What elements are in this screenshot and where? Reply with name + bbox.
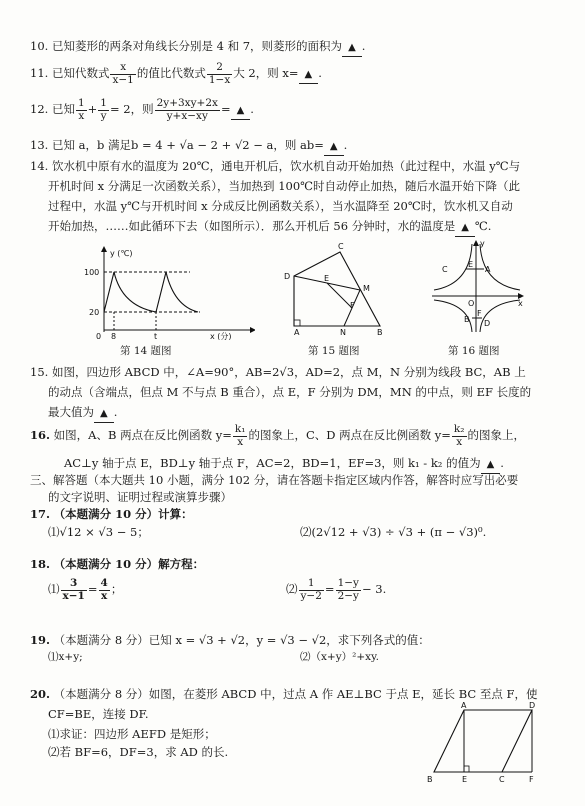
section-text: 的文字说明、证明过程或演算步骤） [48,490,232,504]
question-17 [30,506,573,523]
question-text: CF=BE，连接 DF. [48,707,149,721]
numerator: 3 [61,578,87,591]
question-number: 15. [30,365,49,379]
answer-blank: ▲ [100,408,108,419]
right-angle-mark [464,766,469,772]
label-f: F [477,309,482,318]
label-b: B [464,315,470,324]
question-text: AC⊥y 轴于点 E，BD⊥y 轴于点 F，AC=2，BD=1，EF=3，则 k₁ - k₂ 的值为 [64,456,481,470]
fraction [452,424,467,448]
question-19 [30,632,573,649]
tick-20: 20 [89,308,100,317]
figure-20-rhombus [420,700,550,786]
question-number: 16. [30,428,51,443]
question-19-part-2 [300,650,573,665]
label-o: O [468,299,475,308]
numerator: k₂ [453,423,465,435]
y-axis-arrow [473,240,479,246]
question-text: = [220,102,231,117]
y-axis-arrow [101,246,107,252]
label-n: N [340,328,346,337]
question-text: （本题满分 8 分）如图，在菱形 ABCD 中，过点 A 作 AE⊥BC 于点 E，延长 BC 至点 F，使 [53,687,538,701]
question-text: 的图象上， [467,428,525,443]
part-text: ⑴求证：四边形 AEFD 是矩形； [48,727,216,741]
right-angle-mark [294,320,300,326]
question-12 [30,98,573,122]
question-text: 已知 [51,102,75,117]
question-text: − 3. [361,582,387,597]
label-a: A [485,265,491,274]
numerator: 1−y [337,577,359,589]
fraction [233,424,248,448]
punct: . [343,138,348,152]
denominator: y [100,109,107,122]
question-text: 的动点（含端点，但点 M 不与点 B 重合），点 E，F 分别为 DM，MN 的中点，则 EF 长度的 [48,385,532,399]
operator: = [324,582,335,597]
question-number: 19. [30,633,51,647]
section-3-heading-line [48,489,573,506]
question-number: 11. [30,66,49,81]
denominator: y+x−xy [166,109,208,122]
denominator: x [101,589,108,602]
label-a: A [294,328,300,337]
label-y: y [480,239,485,248]
tick-t: t [154,332,158,340]
question-14-line [48,198,573,215]
rhombus-abcd [434,710,532,772]
denominator: x [456,435,463,448]
question-15 [30,364,573,381]
answer-blank: ▲ [329,141,338,152]
figure-14-caption: 第 14 题图 [120,345,172,357]
label-b: B [427,775,433,784]
section-3-heading [30,472,573,489]
question-text: 的图象上，C、D 两点在反比例函数 y= [248,428,451,443]
question-text: = 2，则 [109,102,154,117]
fraction [99,578,110,602]
denominator: x−1 [62,589,85,602]
question-number: 14. [30,159,49,173]
denominator: y−2 [300,589,322,602]
label-f: F [529,775,534,784]
numerator: 1 [299,578,324,591]
curve-k2-q2 [434,244,472,290]
question-13 [30,137,573,156]
question-14 [30,158,573,175]
question-text: 已知代数式 [51,66,110,81]
fraction [155,98,220,122]
tick-100: 100 [84,268,100,277]
label-e: E [468,260,474,269]
denominator: 1−x [208,73,231,86]
punct: . [250,102,254,117]
section-text: 三、解答题（本大题共 10 小题，满分 102 分，请在答题卡指定区域内作答，解答时应写出必要 [30,473,519,487]
operator: = [87,582,98,597]
question-15-line [48,404,573,423]
tick-8: 8 [111,332,117,340]
question-16 [30,424,573,448]
part-text: ⑵（x+y）²+xy. [300,651,379,663]
label-d: D [284,272,291,281]
question-number: 17. [30,507,51,521]
label-f: F [350,301,355,310]
part-text: ⑴√12 × √3 − 5； [48,525,149,539]
question-text: 大 2，则 x= [233,66,299,81]
question-10 [30,38,573,57]
figure-16-hyperbolas [428,236,528,336]
question-14-line [48,218,573,237]
y-axis-label: y (℃) [110,249,133,258]
fraction [98,98,109,122]
operator: + [87,102,98,117]
fraction [299,578,324,602]
question-text: （本题满分 10 分）解方程： [53,557,205,571]
fraction [110,62,135,86]
question-number: 13. [30,138,49,152]
label-c: C [338,242,344,251]
question-text: 已知 a，b 满足b = 4 + √a − 2 + √2 − a，则 ab= [51,138,324,152]
question-text: 最大值为 [48,405,94,419]
figure-15-quadrilateral [280,238,395,338]
numerator: x [110,62,135,75]
fraction [207,62,232,86]
punct: . [113,405,118,419]
figure-16-caption: 第 16 题图 [448,345,500,357]
question-16-line [64,455,573,474]
denominator: x−1 [112,73,134,86]
fraction [61,578,87,602]
label-x: x [518,299,523,308]
x-axis-arrow [250,327,255,333]
punct: . [318,66,322,81]
punct: . [361,39,366,53]
segment-ef [327,283,352,308]
question-text: 过程中，水温 y℃与开机时间 x 分成反比例函数关系），当水温降至 20℃时，饮水机又自动 [48,199,513,213]
question-text: 如图，A、B 两点在反比例函数 y= [53,428,232,443]
label-e: E [462,775,468,784]
numerator: 1 [100,97,107,109]
question-11 [30,62,573,86]
fraction [76,98,87,122]
label-a: A [461,701,467,710]
origin-label: 0 [96,332,102,340]
question-text: 已知菱形的两条对角线长分别是 4 和 7，则菱形的面积为 [51,39,343,53]
question-17-part-2 [300,524,573,541]
question-text: 如图，四边形 ABCD 中，∠A=90°，AB=2√3，AD=2，点 M，N 分别为线段 BC，AB 上 [51,365,526,379]
question-14-line [48,178,573,195]
numerator: 2 [207,62,232,75]
question-18 [30,556,573,573]
numerator: 1 [77,97,85,109]
part-marker: ⑵ [286,582,298,597]
answer-blank: ▲ [461,222,469,233]
question-number: 18. [30,557,51,571]
answer-blank: ▲ [348,42,356,53]
question-number: 12. [30,102,49,117]
part-marker: ⑴ [48,582,60,597]
punct: . [500,456,504,470]
label-d: D [529,701,536,710]
label-c: C [499,775,505,784]
label-d: D [484,319,491,328]
question-18-part-2 [286,578,573,602]
question-text: （本题满分 8 分）已知 x = √3 + √2，y = √3 − √2，求下列各式的值： [53,633,430,647]
label-e: E [324,274,330,283]
figure-15-caption: 第 15 题图 [308,345,360,357]
figure-14-graph [80,240,255,340]
punct: ； [110,582,123,597]
question-15-line [48,384,573,401]
question-text: ℃. [474,219,492,233]
label-b: B [377,328,383,337]
question-text: 的值比代数式 [136,66,206,81]
answer-blank: ▲ [236,105,245,117]
question-text: 开机时间 x 分满足一次函数关系），当加热到 100℃时自动停止加热，随后水温开始下降（此 [48,179,521,193]
temperature-curve [104,272,198,312]
fraction [336,578,361,602]
question-number: 20. [30,687,51,701]
label-m: M [363,284,370,293]
denominator: x [78,109,85,122]
numerator: k₁ [234,423,246,435]
x-axis-label: x (分) [210,332,232,340]
question-text: 开始加热，……如此循环下去（如图所示）．那么开机后 56 分钟时，水的温度是 [48,219,456,233]
label-c: C [442,265,448,274]
part-text: ⑵若 BF=6，DF=3，求 AD 的长. [48,745,229,759]
denominator: 2−y [337,589,359,602]
question-text: （本题满分 10 分）计算： [53,507,193,521]
part-text: ⑴x+y; [48,651,83,663]
answer-blank: ▲ [304,69,313,81]
denominator: x [237,435,244,448]
answer-blank: ▲ [486,459,495,470]
numerator: 4 [100,577,108,589]
numerator: 2y+3xy+2x [156,97,218,109]
part-text: ⑵(2√12 + √3) ÷ √3 + (π − √3)⁰. [300,525,487,539]
question-number: 10. [30,39,49,53]
question-text: 饮水机中原有水的温度为 20℃，通电开机后，饮水机自动开始加热（此过程中，水温 y℃与 [51,159,521,173]
